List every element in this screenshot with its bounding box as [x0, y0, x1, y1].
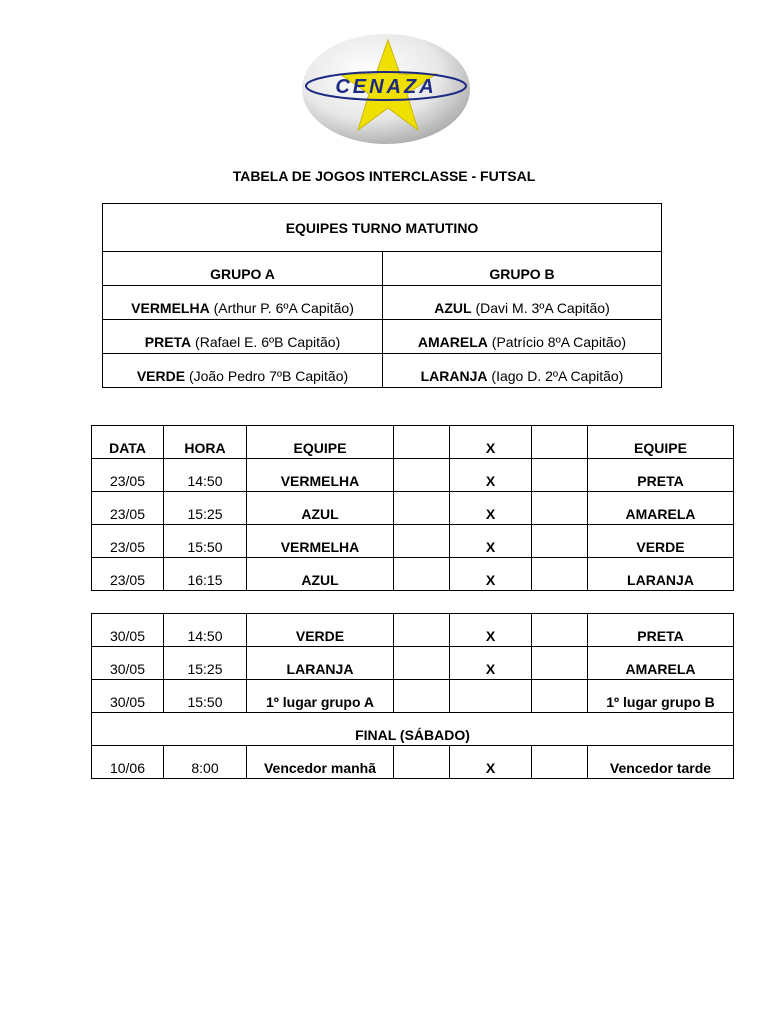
time-header: HORA [164, 426, 247, 459]
team2-header: EQUIPE [588, 426, 734, 459]
score-cell [532, 492, 588, 525]
score-cell [394, 525, 450, 558]
group-b-heading: GRUPO B [383, 252, 662, 286]
score-cell [394, 680, 450, 713]
score-cell [394, 426, 450, 459]
match-date: 30/05 [92, 680, 164, 713]
score-cell [532, 525, 588, 558]
team-name: LARANJA [420, 368, 488, 384]
match-team2: AMARELA [588, 492, 734, 525]
match-versus: X [450, 525, 532, 558]
match-time: 14:50 [164, 459, 247, 492]
team-name: AZUL [434, 300, 472, 316]
match-team2: 1º lugar grupo B [588, 680, 734, 713]
match-versus: X [450, 558, 532, 591]
match-date: 23/05 [92, 558, 164, 591]
match-team1: AZUL [247, 558, 394, 591]
table-row [92, 459, 734, 492]
match-team1: LARANJA [247, 647, 394, 680]
score-cell [532, 558, 588, 591]
match-versus [450, 680, 532, 713]
match-team2: PRETA [588, 459, 734, 492]
match-team1: VERDE [247, 614, 394, 647]
match-versus: X [450, 647, 532, 680]
teams-heading: EQUIPES TURNO MATUTINO [103, 204, 662, 252]
schedule-table-round-2 [91, 613, 734, 779]
match-team1: 1º lugar grupo A [247, 680, 394, 713]
match-versus: X [450, 492, 532, 525]
team-captain: (Arthur P. 6ºA Capitão) [209, 300, 354, 316]
match-team1: AZUL [247, 492, 394, 525]
group-a-team [103, 320, 383, 354]
team-name: VERDE [136, 368, 186, 384]
match-date: 30/05 [92, 647, 164, 680]
group-b-team [383, 354, 662, 388]
match-date: 10/06 [92, 746, 164, 779]
team-name: AMARELA [417, 334, 488, 350]
score-cell [532, 614, 588, 647]
document-title: TABELA DE JOGOS INTERCLASSE - FUTSAL [232, 168, 536, 184]
svg-text:CENAZA: CENAZA [335, 76, 437, 98]
match-date: 23/05 [92, 492, 164, 525]
table-row [92, 746, 734, 779]
table-row [92, 492, 734, 525]
team-captain: (João Pedro 7ºB Capitão) [185, 368, 349, 384]
match-date: 30/05 [92, 614, 164, 647]
match-date: 23/05 [92, 525, 164, 558]
date-header: DATA [92, 426, 164, 459]
score-cell [394, 492, 450, 525]
group-b-team [383, 286, 662, 320]
match-team2: PRETA [588, 614, 734, 647]
match-team2: LARANJA [588, 558, 734, 591]
match-time: 15:25 [164, 647, 247, 680]
team-captain: (Iago D. 2ºA Capitão) [487, 368, 624, 384]
match-time: 16:15 [164, 558, 247, 591]
match-versus: X [450, 614, 532, 647]
match-time: 8:00 [164, 746, 247, 779]
score-cell [532, 459, 588, 492]
group-a-team [103, 354, 383, 388]
match-team1: VERMELHA [247, 525, 394, 558]
team-captain: (Rafael E. 6ºB Capitão) [191, 334, 341, 350]
score-cell [394, 746, 450, 779]
match-versus: X [450, 459, 532, 492]
score-cell [532, 647, 588, 680]
cenaza-logo [300, 32, 472, 146]
match-team1: VERMELHA [247, 459, 394, 492]
score-cell [394, 614, 450, 647]
score-cell [394, 459, 450, 492]
table-row [92, 614, 734, 647]
score-cell [394, 558, 450, 591]
match-time: 14:50 [164, 614, 247, 647]
table-row [92, 680, 734, 713]
table-row [92, 558, 734, 591]
match-time: 15:25 [164, 492, 247, 525]
team1-header: EQUIPE [247, 426, 394, 459]
final-row [92, 713, 734, 746]
match-team2: VERDE [588, 525, 734, 558]
score-cell [394, 647, 450, 680]
team-captain: (Patrício 8ºA Capitão) [487, 334, 627, 350]
group-a-team [103, 286, 383, 320]
group-a-heading: GRUPO A [103, 252, 383, 286]
schedule-table-round-1 [91, 425, 734, 591]
team-name: PRETA [144, 334, 192, 350]
match-team2: Vencedor tarde [588, 746, 734, 779]
match-team1: Vencedor manhã [247, 746, 394, 779]
score-cell [532, 680, 588, 713]
teams-table [102, 203, 662, 388]
match-team2: AMARELA [588, 647, 734, 680]
group-b-team [383, 320, 662, 354]
match-date: 23/05 [92, 459, 164, 492]
score-cell [532, 426, 588, 459]
final-label: FINAL (SÁBADO) [92, 713, 734, 746]
match-time: 15:50 [164, 680, 247, 713]
team-name: VERMELHA [131, 300, 210, 316]
match-time: 15:50 [164, 525, 247, 558]
table-row [92, 525, 734, 558]
table-row [92, 647, 734, 680]
versus-header: X [450, 426, 532, 459]
score-cell [532, 746, 588, 779]
team-captain: (Davi M. 3ºA Capitão) [471, 300, 610, 316]
match-versus: X [450, 746, 532, 779]
